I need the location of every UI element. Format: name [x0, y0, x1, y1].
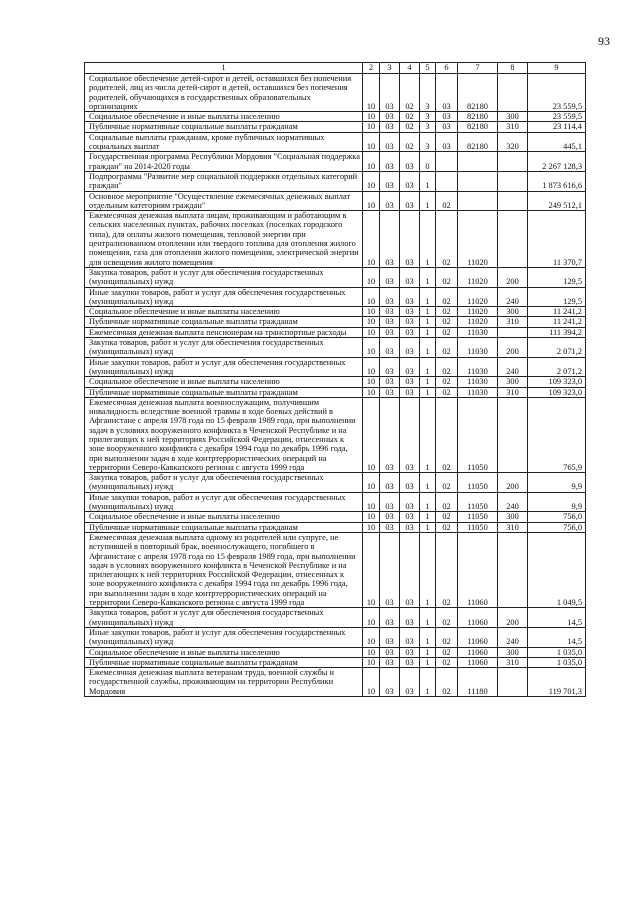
- cell-subsection: 03: [380, 522, 400, 532]
- cell-section: 10: [363, 74, 380, 112]
- cell-expense-type: [498, 211, 528, 268]
- cell-subsection: 03: [380, 357, 400, 377]
- cell-section: 10: [363, 327, 380, 337]
- cell-direction: 11020: [458, 211, 498, 268]
- row-description: Ежемесячная денежная выплата лицам, проживающим и работающим в сельских населенных пунктах, рабочих поселках (поселках городского типа), для оплаты жилого помещения, тепловой энергии при централизованном отоплении или твердого топлива для отопления жилого помещения, газа для отопления жилого помещения, электрической энергии для освещения жилого помещения: [85, 211, 363, 268]
- table-row: [85, 522, 586, 532]
- cell-section: 10: [363, 522, 380, 532]
- cell-amount: 129,5: [528, 287, 586, 307]
- cell-measure: 02: [436, 657, 458, 667]
- budget-table: [84, 62, 586, 697]
- table-row: [85, 657, 586, 667]
- cell-program: 03: [400, 327, 420, 337]
- table-row: [85, 152, 586, 172]
- row-description: Социальное обеспечение и иные выплаты населению: [85, 112, 363, 122]
- cell-expense-type: 300: [498, 647, 528, 657]
- row-description: Социальное обеспечение и иные выплаты населению: [85, 512, 363, 522]
- table-row: [85, 512, 586, 522]
- cell-direction: 11050: [458, 473, 498, 493]
- cell-subprogram: 1: [420, 387, 436, 397]
- header-cell: 4: [400, 63, 420, 74]
- cell-program: 03: [400, 608, 420, 628]
- cell-subprogram: 3: [420, 112, 436, 122]
- cell-program: 02: [400, 74, 420, 112]
- cell-section: 10: [363, 627, 380, 647]
- cell-amount: 11 241,2: [528, 317, 586, 327]
- cell-expense-type: 310: [498, 317, 528, 327]
- cell-section: 10: [363, 112, 380, 122]
- cell-subprogram: 1: [420, 191, 436, 211]
- table-row: [85, 387, 586, 397]
- cell-direction: 82180: [458, 112, 498, 122]
- cell-direction: 11060: [458, 647, 498, 657]
- cell-subprogram: 1: [420, 668, 436, 697]
- table-row: [85, 397, 586, 472]
- cell-section: 10: [363, 668, 380, 697]
- cell-direction: 11020: [458, 317, 498, 327]
- cell-subsection: 03: [380, 122, 400, 132]
- cell-direction: 11050: [458, 522, 498, 532]
- cell-measure: 02: [436, 317, 458, 327]
- header-cell: 8: [498, 63, 528, 74]
- cell-direction: 11050: [458, 397, 498, 472]
- cell-direction: 11060: [458, 627, 498, 647]
- header-cell: 5: [420, 63, 436, 74]
- cell-measure: 03: [436, 112, 458, 122]
- cell-program: 03: [400, 267, 420, 287]
- cell-expense-type: [498, 327, 528, 337]
- cell-subsection: 03: [380, 112, 400, 122]
- cell-subprogram: 1: [420, 657, 436, 667]
- cell-direction: 82180: [458, 132, 498, 152]
- cell-expense-type: 310: [498, 122, 528, 132]
- header-cell: 2: [363, 63, 380, 74]
- cell-program: 03: [400, 357, 420, 377]
- cell-expense-type: 310: [498, 387, 528, 397]
- cell-amount: 2 071,2: [528, 338, 586, 358]
- cell-subsection: 03: [380, 171, 400, 191]
- table-row: [85, 338, 586, 358]
- cell-amount: 109 323,0: [528, 387, 586, 397]
- cell-subsection: 03: [380, 74, 400, 112]
- cell-amount: 9,9: [528, 473, 586, 493]
- table-row: [85, 377, 586, 387]
- cell-program: 03: [400, 492, 420, 512]
- row-description: Иные закупки товаров, работ и услуг для обеспечения государственных (муниципальных) нужд: [85, 287, 363, 307]
- cell-section: 10: [363, 387, 380, 397]
- table-row: [85, 211, 586, 268]
- cell-section: 10: [363, 211, 380, 268]
- cell-subprogram: 1: [420, 608, 436, 628]
- cell-subsection: 03: [380, 532, 400, 607]
- cell-expense-type: 240: [498, 627, 528, 647]
- cell-subsection: 03: [380, 338, 400, 358]
- table-row: [85, 532, 586, 607]
- cell-amount: 2 071,2: [528, 357, 586, 377]
- cell-measure: 02: [436, 377, 458, 387]
- cell-amount: 9,9: [528, 492, 586, 512]
- table-row: [85, 307, 586, 317]
- row-description: Социальное обеспечение и иные выплаты населению: [85, 647, 363, 657]
- cell-measure: 02: [436, 327, 458, 337]
- table-row: [85, 608, 586, 628]
- cell-program: 03: [400, 377, 420, 387]
- table-row: [85, 122, 586, 132]
- row-description: Публичные нормативные социальные выплаты гражданам: [85, 387, 363, 397]
- cell-subsection: 03: [380, 132, 400, 152]
- cell-direction: 11050: [458, 492, 498, 512]
- cell-subsection: 03: [380, 492, 400, 512]
- cell-subprogram: 1: [420, 473, 436, 493]
- row-description: Публичные нормативные социальные выплаты гражданам: [85, 122, 363, 132]
- row-description: Публичные нормативные социальные выплаты гражданам: [85, 657, 363, 667]
- table-row: [85, 473, 586, 493]
- cell-subsection: 03: [380, 473, 400, 493]
- cell-expense-type: [498, 397, 528, 472]
- cell-subprogram: 1: [420, 532, 436, 607]
- cell-program: 03: [400, 171, 420, 191]
- cell-subprogram: 1: [420, 327, 436, 337]
- cell-subprogram: 1: [420, 317, 436, 327]
- cell-expense-type: 310: [498, 522, 528, 532]
- cell-section: 10: [363, 122, 380, 132]
- cell-measure: 02: [436, 267, 458, 287]
- cell-subprogram: 3: [420, 74, 436, 112]
- cell-amount: 119 701,3: [528, 668, 586, 697]
- cell-amount: 445,1: [528, 132, 586, 152]
- cell-expense-type: [498, 74, 528, 112]
- cell-direction: 11020: [458, 287, 498, 307]
- cell-direction: 11030: [458, 377, 498, 387]
- table-row: [85, 287, 586, 307]
- header-cell: 6: [436, 63, 458, 74]
- cell-measure: 02: [436, 338, 458, 358]
- row-description: Социальное обеспечение и иные выплаты населению: [85, 377, 363, 387]
- cell-expense-type: 200: [498, 338, 528, 358]
- cell-amount: 756,0: [528, 522, 586, 532]
- cell-section: 10: [363, 267, 380, 287]
- table-row: [85, 668, 586, 697]
- cell-section: 10: [363, 338, 380, 358]
- cell-measure: 02: [436, 191, 458, 211]
- cell-expense-type: 300: [498, 512, 528, 522]
- cell-expense-type: 310: [498, 657, 528, 667]
- cell-amount: 756,0: [528, 512, 586, 522]
- cell-subprogram: 1: [420, 627, 436, 647]
- cell-subprogram: 1: [420, 397, 436, 472]
- table-row: [85, 317, 586, 327]
- cell-section: 10: [363, 512, 380, 522]
- cell-expense-type: 200: [498, 267, 528, 287]
- row-description: Основное мероприятие "Осуществление ежемесячных денежных выплат отдельным категориям граждан": [85, 191, 363, 211]
- row-description: Иные закупки товаров, работ и услуг для обеспечения государственных (муниципальных) нужд: [85, 357, 363, 377]
- cell-direction: [458, 152, 498, 172]
- row-description: Государственная программа Республики Мордовия "Социальная поддержка граждан" на 2014-2020 годы: [85, 152, 363, 172]
- cell-expense-type: [498, 191, 528, 211]
- cell-amount: 14,5: [528, 627, 586, 647]
- cell-subsection: 03: [380, 287, 400, 307]
- cell-program: 03: [400, 668, 420, 697]
- cell-amount: 23 114,4: [528, 122, 586, 132]
- cell-amount: 249 512,1: [528, 191, 586, 211]
- cell-measure: [436, 171, 458, 191]
- cell-program: 03: [400, 152, 420, 172]
- table-row: [85, 492, 586, 512]
- cell-subprogram: 1: [420, 267, 436, 287]
- cell-measure: 02: [436, 387, 458, 397]
- cell-section: 10: [363, 152, 380, 172]
- cell-measure: 02: [436, 357, 458, 377]
- table-row: [85, 191, 586, 211]
- cell-measure: 02: [436, 211, 458, 268]
- cell-measure: 02: [436, 608, 458, 628]
- cell-program: 03: [400, 522, 420, 532]
- cell-measure: 02: [436, 668, 458, 697]
- cell-program: 03: [400, 512, 420, 522]
- cell-subsection: 03: [380, 317, 400, 327]
- cell-subprogram: 1: [420, 307, 436, 317]
- table-row: [85, 132, 586, 152]
- row-description: Закупка товаров, работ и услуг для обеспечения государственных (муниципальных) нужд: [85, 338, 363, 358]
- cell-subprogram: 1: [420, 377, 436, 387]
- cell-expense-type: 240: [498, 287, 528, 307]
- cell-measure: 02: [436, 522, 458, 532]
- cell-measure: 03: [436, 122, 458, 132]
- row-description: Иные закупки товаров, работ и услуг для обеспечения государственных (муниципальных) нужд: [85, 492, 363, 512]
- cell-section: 10: [363, 647, 380, 657]
- cell-section: 10: [363, 132, 380, 152]
- cell-subprogram: 1: [420, 512, 436, 522]
- cell-program: 03: [400, 191, 420, 211]
- cell-subsection: 03: [380, 387, 400, 397]
- cell-subsection: 03: [380, 307, 400, 317]
- cell-amount: 109 323,0: [528, 377, 586, 387]
- table-row: [85, 112, 586, 122]
- cell-direction: 11180: [458, 668, 498, 697]
- cell-subsection: 03: [380, 211, 400, 268]
- cell-subprogram: 0: [420, 152, 436, 172]
- cell-program: 02: [400, 112, 420, 122]
- cell-section: 10: [363, 191, 380, 211]
- cell-section: 10: [363, 307, 380, 317]
- cell-section: 10: [363, 657, 380, 667]
- cell-program: 03: [400, 647, 420, 657]
- cell-measure: 02: [436, 532, 458, 607]
- cell-section: 10: [363, 357, 380, 377]
- cell-expense-type: 240: [498, 492, 528, 512]
- row-description: Ежемесячная денежная выплата пенсионерам на транспортные расходы: [85, 327, 363, 337]
- cell-subsection: 03: [380, 377, 400, 387]
- page-number: 93: [598, 34, 610, 48]
- cell-subprogram: 1: [420, 287, 436, 307]
- cell-program: 03: [400, 473, 420, 493]
- cell-program: 03: [400, 387, 420, 397]
- cell-amount: 1 035,0: [528, 657, 586, 667]
- row-description: Закупка товаров, работ и услуг для обеспечения государственных (муниципальных) нужд: [85, 267, 363, 287]
- cell-direction: 11060: [458, 608, 498, 628]
- cell-program: 03: [400, 627, 420, 647]
- cell-program: 03: [400, 532, 420, 607]
- cell-direction: 11030: [458, 327, 498, 337]
- table-row: [85, 647, 586, 657]
- cell-measure: 03: [436, 132, 458, 152]
- cell-amount: 11 241,2: [528, 307, 586, 317]
- cell-measure: 02: [436, 307, 458, 317]
- cell-program: 03: [400, 317, 420, 327]
- row-description: Публичные нормативные социальные выплаты гражданам: [85, 522, 363, 532]
- cell-section: 10: [363, 397, 380, 472]
- cell-expense-type: [498, 532, 528, 607]
- cell-amount: 129,5: [528, 267, 586, 287]
- cell-program: 03: [400, 657, 420, 667]
- cell-section: 10: [363, 473, 380, 493]
- cell-subprogram: 1: [420, 492, 436, 512]
- cell-expense-type: 300: [498, 377, 528, 387]
- cell-direction: 82180: [458, 122, 498, 132]
- cell-expense-type: 200: [498, 608, 528, 628]
- cell-subsection: 03: [380, 627, 400, 647]
- cell-section: 10: [363, 377, 380, 387]
- cell-subsection: 03: [380, 191, 400, 211]
- cell-measure: 02: [436, 627, 458, 647]
- cell-measure: 02: [436, 492, 458, 512]
- cell-subsection: 03: [380, 608, 400, 628]
- cell-expense-type: 320: [498, 132, 528, 152]
- cell-amount: 1 049,5: [528, 532, 586, 607]
- table-row: [85, 327, 586, 337]
- cell-subsection: 03: [380, 647, 400, 657]
- cell-direction: 11060: [458, 532, 498, 607]
- cell-program: 03: [400, 287, 420, 307]
- cell-subsection: 03: [380, 267, 400, 287]
- cell-expense-type: 240: [498, 357, 528, 377]
- cell-direction: [458, 171, 498, 191]
- cell-direction: 11030: [458, 338, 498, 358]
- cell-expense-type: [498, 152, 528, 172]
- cell-subprogram: 1: [420, 171, 436, 191]
- cell-measure: 02: [436, 647, 458, 657]
- cell-program: 03: [400, 211, 420, 268]
- cell-measure: 03: [436, 74, 458, 112]
- cell-amount: 23 559,5: [528, 74, 586, 112]
- cell-program: 02: [400, 122, 420, 132]
- row-description: Иные закупки товаров, работ и услуг для обеспечения государственных (муниципальных) нужд: [85, 627, 363, 647]
- cell-amount: 111 394,2: [528, 327, 586, 337]
- cell-subsection: 03: [380, 152, 400, 172]
- cell-subsection: 03: [380, 327, 400, 337]
- cell-program: 02: [400, 132, 420, 152]
- row-description: Закупка товаров, работ и услуг для обеспечения государственных (муниципальных) нужд: [85, 473, 363, 493]
- cell-section: 10: [363, 532, 380, 607]
- cell-subsection: 03: [380, 657, 400, 667]
- cell-amount: 14,5: [528, 608, 586, 628]
- cell-direction: 11050: [458, 512, 498, 522]
- cell-expense-type: [498, 171, 528, 191]
- header-cell: 9: [528, 63, 586, 74]
- cell-subsection: 03: [380, 512, 400, 522]
- header-cell: 3: [380, 63, 400, 74]
- cell-expense-type: 300: [498, 307, 528, 317]
- cell-section: 10: [363, 287, 380, 307]
- cell-direction: 82180: [458, 74, 498, 112]
- cell-expense-type: [498, 668, 528, 697]
- cell-section: 10: [363, 492, 380, 512]
- cell-subprogram: 3: [420, 122, 436, 132]
- cell-amount: 2 267 128,3: [528, 152, 586, 172]
- header-cell: 1: [85, 63, 363, 74]
- row-description: Социальное обеспечение и иные выплаты населению: [85, 307, 363, 317]
- row-description: Ежемесячная денежная выплата одному из родителей или супруге, не вступившей в повторный брак, военнослужащего, погибшего в Афганистане с апреля 1978 года по 15 февраля 1989 года, при выполнении задач в условиях вооруженного конфликта в Чеченской Республике и на прилегающих к ней территориях Российской Федерации, отнесенных к зоне вооруженного конфликта с декабря 1994 года по декабрь 1996 года, при выполнении задач в ходе контртеррористических операций на территории Северо-Кавказского региона с августа 1999 года: [85, 532, 363, 607]
- cell-program: 03: [400, 307, 420, 317]
- cell-direction: 11020: [458, 307, 498, 317]
- cell-direction: 11060: [458, 657, 498, 667]
- table-row: [85, 171, 586, 191]
- cell-subprogram: 1: [420, 211, 436, 268]
- cell-program: 03: [400, 338, 420, 358]
- cell-direction: 11030: [458, 357, 498, 377]
- cell-amount: 23 559,5: [528, 112, 586, 122]
- row-description: Социальное обеспечение детей-сирот и детей, оставшихся без попечения родителей, лиц из числа детей-сирот и детей, оставшихся без попечения родителей, обучающихся в государственных образовательных организациях: [85, 74, 363, 112]
- cell-program: 03: [400, 397, 420, 472]
- cell-measure: [436, 152, 458, 172]
- cell-expense-type: 200: [498, 473, 528, 493]
- row-description: Закупка товаров, работ и услуг для обеспечения государственных (муниципальных) нужд: [85, 608, 363, 628]
- table-row: [85, 267, 586, 287]
- cell-measure: 02: [436, 287, 458, 307]
- cell-expense-type: 300: [498, 112, 528, 122]
- row-description: Ежемесячная денежная выплата военнослужащим, получившим инвалидность вследствие военной травмы в ходе боевых действий в Афганистане с апреля 1978 года по 15 февраля 1989 года, при выполнении задач в условиях вооруженного конфликта в Чеченской Республике и на прилегающих к ней территориях Российской Федерации, отнесенных к зоне вооруженного конфликта с декабря 1994 года по декабрь 1996 года, при выполнении задач в ходе контртеррористических операций на территории Северо-Кавказского региона с августа 1999 года: [85, 397, 363, 472]
- cell-amount: 1 873 616,6: [528, 171, 586, 191]
- cell-subprogram: 1: [420, 522, 436, 532]
- cell-measure: 02: [436, 512, 458, 522]
- header-row: [85, 63, 586, 74]
- cell-measure: 02: [436, 397, 458, 472]
- cell-subsection: 03: [380, 397, 400, 472]
- cell-section: 10: [363, 317, 380, 327]
- cell-direction: 11030: [458, 387, 498, 397]
- cell-subsection: 03: [380, 668, 400, 697]
- cell-subprogram: 1: [420, 357, 436, 377]
- row-description: Публичные нормативные социальные выплаты гражданам: [85, 317, 363, 327]
- cell-measure: 02: [436, 473, 458, 493]
- cell-amount: 1 035,0: [528, 647, 586, 657]
- table-row: [85, 74, 586, 112]
- cell-amount: 11 370,7: [528, 211, 586, 268]
- table-row: [85, 357, 586, 377]
- row-description: Социальные выплаты гражданам, кроме публичных нормативных социальных выплат: [85, 132, 363, 152]
- cell-direction: [458, 191, 498, 211]
- cell-amount: 765,9: [528, 397, 586, 472]
- cell-section: 10: [363, 608, 380, 628]
- row-description: Ежемесячная денежная выплата ветеранам труда, военной службы и государственной службы, проживающим на территории Республики Мордовия: [85, 668, 363, 697]
- row-description: Подпрограмма "Развитие мер социальной поддержки отдельных категорий граждан": [85, 171, 363, 191]
- cell-subprogram: 1: [420, 338, 436, 358]
- cell-subprogram: 3: [420, 132, 436, 152]
- cell-subprogram: 1: [420, 647, 436, 657]
- header-cell: 7: [458, 63, 498, 74]
- cell-section: 10: [363, 171, 380, 191]
- table-row: [85, 627, 586, 647]
- cell-direction: 11020: [458, 267, 498, 287]
